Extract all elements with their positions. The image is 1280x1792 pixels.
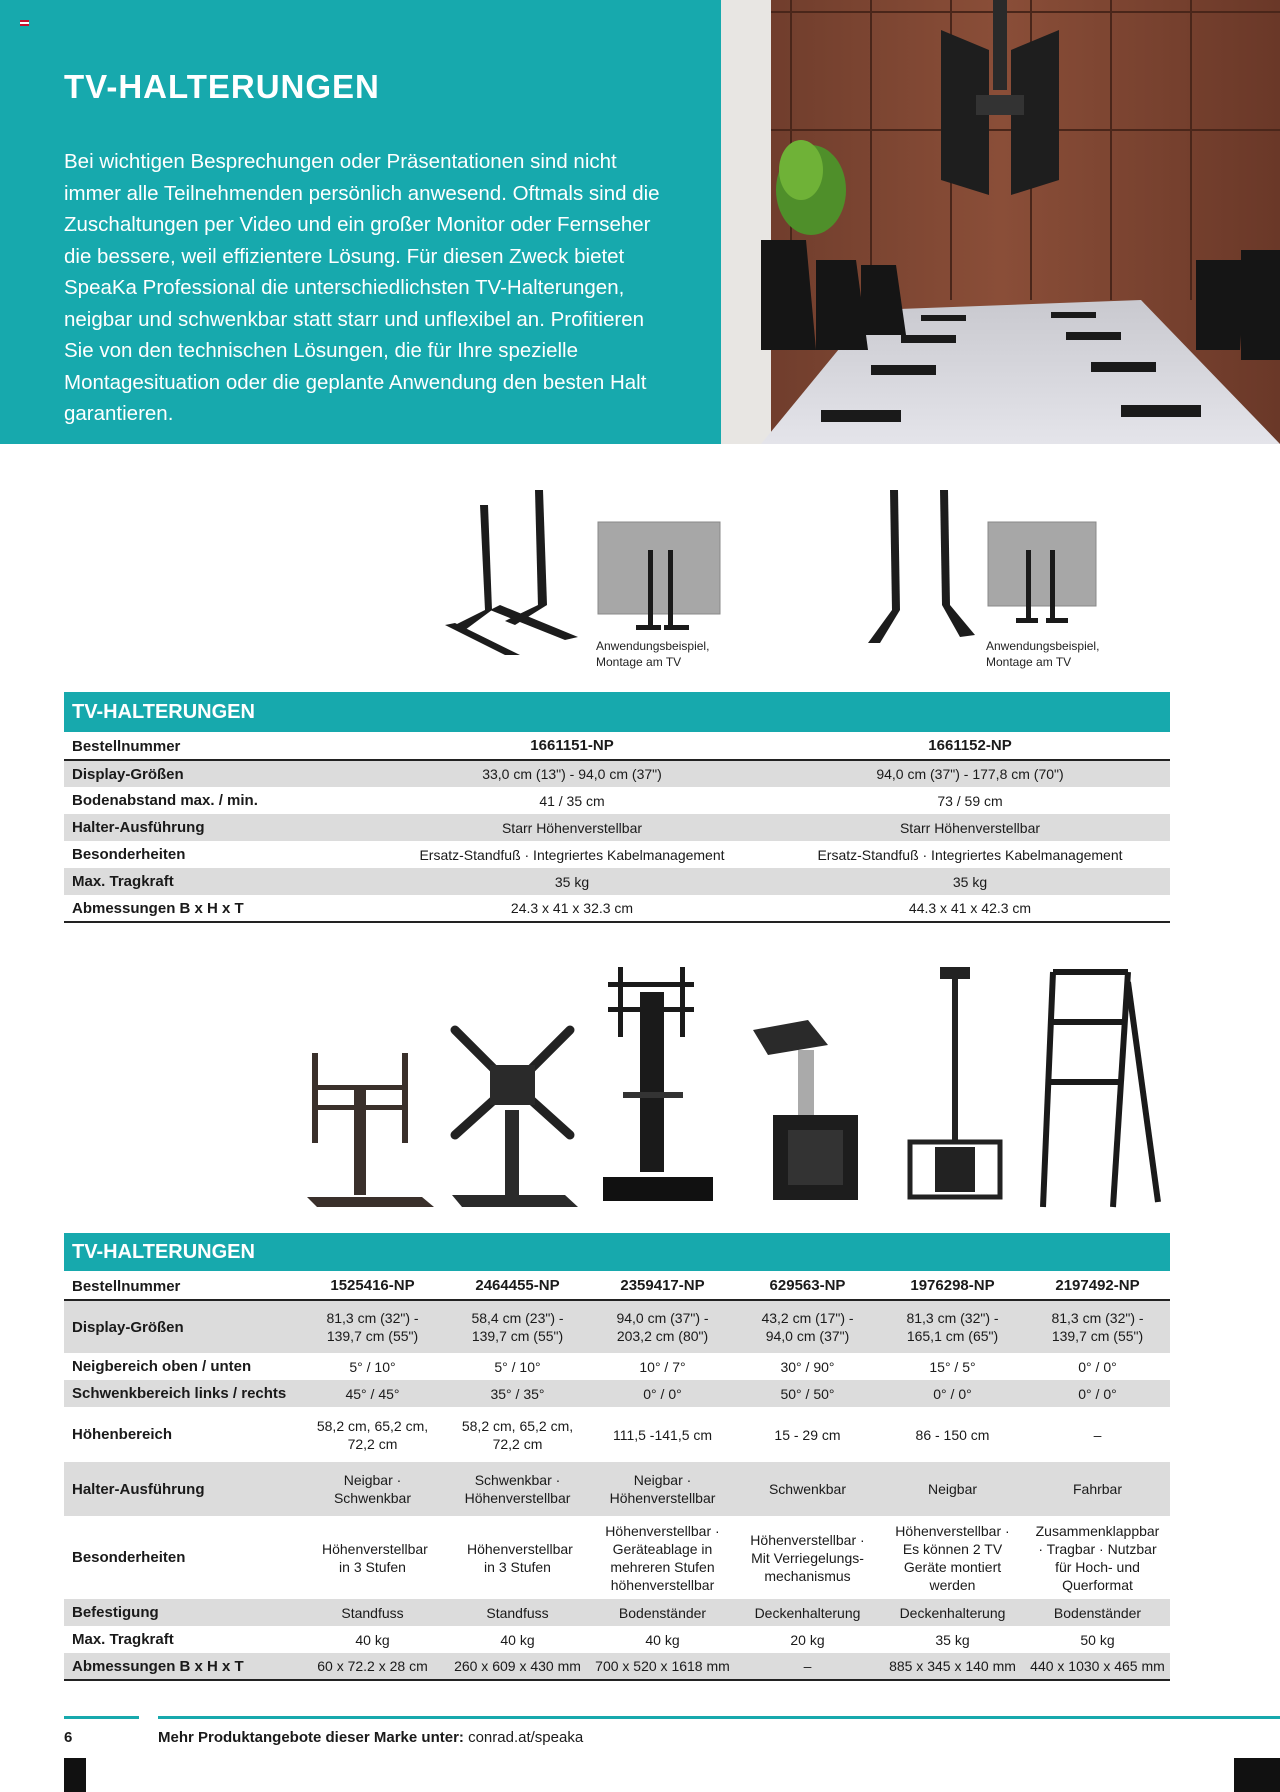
cell: 40 kg — [355, 1631, 390, 1648]
table-rule — [64, 1679, 1170, 1681]
table1-title: TV-HALTERUNGEN — [64, 692, 1170, 732]
table-rule — [64, 921, 1170, 923]
table2-row-schwenkbereich — [64, 1380, 1170, 1407]
table1-row-bestellnummer — [64, 733, 1170, 759]
cell: Bodenständer — [1053, 1604, 1142, 1621]
cell: 94,0 cm (37") - 203,2 cm (80") — [616, 1310, 709, 1344]
mount-1976298-image — [905, 962, 1005, 1212]
row-label: Schwenkbereich links / rechts — [72, 1385, 287, 1402]
cell: Starr Höhenverstellbar — [899, 819, 1041, 836]
cell: 35 kg — [935, 1631, 970, 1648]
cell: 58,2 cm, 65,2 cm, 72,2 cm — [316, 1417, 429, 1452]
corner-mark — [64, 1758, 86, 1792]
cell: Ersatz-Standfuß · Integriertes Kabelmanagement — [817, 846, 1123, 863]
footer-lead: Mehr Produktangebote dieser Marke unter: — [158, 1729, 464, 1746]
table2-row-neigbereich — [64, 1353, 1170, 1380]
cell: 629563-NP — [769, 1277, 846, 1294]
cell: 86 - 150 cm — [915, 1426, 990, 1443]
row-label: Abmessungen B x H x T — [72, 899, 244, 917]
cell: 111,5 -141,5 cm — [612, 1426, 713, 1443]
language-flag-icon[interactable] — [20, 20, 29, 26]
cell: 40 kg — [645, 1631, 680, 1648]
hero-text: Bei wichtigen Besprechungen oder Präsentationen sind nicht immer alle Teilnehmenden persönlich anwesend. Oftmals sind die Zuschaltungen per Video und ein großer Monitor oder Fernseher die bessere, weil effizientere Lösung. Für diesen Zweck bietet SpeaKa Professional die unterschiedlichsten TV-Halterungen, neigbar und schwenkbar statt starr und unflexibel an. Profitieren Sie von den technischen Lösungen, die für Ihre spezielle Montagesituation oder die geplante Anwendung den besten Halt garantieren. — [64, 150, 660, 425]
cell: 20 kg — [790, 1631, 825, 1648]
cell: Zusammenklappbar · Tragbar · Nutzbar für Hoch- und Querformat — [1035, 1522, 1160, 1593]
cell: 50 kg — [1080, 1631, 1115, 1648]
hero-title: TV-HALTERUNGEN — [64, 68, 380, 105]
cell: 5° / 10° — [494, 1358, 541, 1375]
cell: 260 x 609 x 430 mm — [454, 1658, 581, 1674]
row-label: Befestigung — [72, 1604, 159, 1621]
footer-accent-line — [64, 1716, 139, 1719]
cell: Standfuss — [486, 1604, 549, 1621]
row-label: Neigbereich oben / unten — [72, 1358, 252, 1375]
stand-1661151-image — [440, 485, 580, 670]
row-label: Bestellnummer — [72, 1277, 181, 1295]
cell: 81,3 cm (32") - 139,7 cm (55") — [326, 1310, 419, 1344]
cell: 15° / 5° — [929, 1358, 976, 1375]
cell: Höhenverstellbar in 3 Stufen — [467, 1540, 573, 1575]
cell: 60 x 72.2 x 28 cm — [317, 1658, 428, 1674]
cell: 0° / 0° — [933, 1385, 972, 1402]
table1-row-halter — [64, 814, 1170, 841]
row-label: Besonderheiten — [72, 846, 186, 863]
tv-mount-example-image-1 — [596, 520, 722, 635]
table2-row-bestellnummer — [64, 1273, 1170, 1299]
stand-2464455-image — [450, 1025, 580, 1215]
caption-example-1: Anwendungsbeispiel, Montage am TV — [596, 639, 710, 669]
row-label: Max. Tragkraft — [72, 1631, 174, 1648]
cell: 58,2 cm, 65,2 cm, 72,2 cm — [461, 1417, 574, 1452]
cell: – — [803, 1658, 812, 1674]
cell: Deckenhalterung — [754, 1604, 861, 1621]
cell: 885 x 345 x 140 mm — [889, 1658, 1016, 1674]
cell: Höhenverstellbar · Es können 2 TV Geräte montiert werden — [895, 1522, 1010, 1593]
cell: Höhenverstellbar · Geräteablage in mehreren Stufen höhenverstellbar — [605, 1522, 720, 1593]
cell: 30° / 90° — [780, 1358, 835, 1375]
row-label: Halter-Ausführung — [72, 819, 205, 836]
cell: – — [1093, 1426, 1102, 1443]
cell: 50° / 50° — [780, 1385, 835, 1402]
cell: 73 / 59 cm — [937, 792, 1003, 809]
cell: 0° / 0° — [1078, 1385, 1117, 1402]
cell: Höhenverstellbar · Mit Verriegelungs-mechanismus — [750, 1531, 865, 1584]
table2-row-hoehenbereich — [64, 1407, 1170, 1462]
stand-2359417-image — [598, 962, 718, 1212]
row-label: Halter-Ausführung — [72, 1480, 205, 1498]
stand-1661152-image — [860, 485, 980, 650]
cell: 0° / 0° — [643, 1385, 682, 1402]
cell: 33,0 cm (13") - 94,0 cm (37") — [482, 766, 662, 782]
conference-room-photo — [721, 0, 1280, 444]
footer-accent-line — [158, 1716, 1280, 1719]
cell: 81,3 cm (32") - 139,7 cm (55") — [1051, 1310, 1144, 1344]
table2-row-befestigung — [64, 1599, 1170, 1626]
cell: 44.3 x 41 x 42.3 cm — [908, 900, 1032, 916]
cell: 0° / 0° — [1078, 1358, 1117, 1375]
cell: Schwenkbar — [768, 1481, 847, 1497]
table2-row-halter — [64, 1462, 1170, 1516]
cell: Schwenkbar · Höhenverstellbar — [464, 1472, 571, 1506]
cell: 5° / 10° — [349, 1358, 396, 1375]
cell: 700 x 520 x 1618 mm — [595, 1658, 730, 1674]
cell: Starr Höhenverstellbar — [501, 819, 643, 836]
table2-row-abmessungen — [64, 1653, 1170, 1679]
stand-1525416-image — [302, 1045, 437, 1215]
table2-row-tragkraft — [64, 1626, 1170, 1653]
page-number: 6 — [64, 1729, 73, 1746]
cell: 2197492-NP — [1055, 1277, 1140, 1294]
cell: 43,2 cm (17") - 94,0 cm (37") — [761, 1310, 854, 1344]
cell: 1661152-NP — [928, 737, 1012, 754]
cell: 2464455-NP — [475, 1277, 560, 1294]
table1-row-abmessungen — [64, 895, 1170, 921]
cell: Fahrbar — [1072, 1481, 1123, 1497]
cell: Ersatz-Standfuß · Integriertes Kabelmanagement — [419, 846, 725, 863]
table2-row-besonderheiten — [64, 1516, 1170, 1599]
cell: Neigbar · Schwenkbar — [333, 1472, 412, 1506]
table1-row-display — [64, 761, 1170, 787]
cell: Höhenverstellbar in 3 Stufen — [322, 1540, 428, 1575]
cell: 35° / 35° — [490, 1385, 545, 1402]
cell: Neigbar · Höhenverstellbar — [609, 1472, 716, 1506]
tv-mount-example-image-2 — [986, 520, 1098, 628]
cell: 1525416-NP — [330, 1277, 415, 1294]
cell: 41 / 35 cm — [539, 792, 605, 809]
row-label: Max. Tragkraft — [72, 873, 174, 890]
cell: Neigbar — [927, 1481, 978, 1497]
cell: 24.3 x 41 x 32.3 cm — [510, 900, 634, 916]
table2-row-display — [64, 1301, 1170, 1353]
row-label: Bestellnummer — [72, 737, 181, 755]
cell: 2359417-NP — [620, 1277, 705, 1294]
table1-row-besonderheiten — [64, 841, 1170, 868]
cell: Bodenständer — [618, 1604, 707, 1621]
corner-mark — [1234, 1758, 1280, 1792]
stand-2197492-image — [1033, 962, 1163, 1212]
cell: 58,4 cm (23") - 139,7 cm (55") — [471, 1310, 564, 1344]
cell: 45° / 45° — [345, 1385, 400, 1402]
cell: 40 kg — [500, 1631, 535, 1648]
row-label: Höhenbereich — [72, 1426, 173, 1443]
cell: Deckenhalterung — [899, 1604, 1006, 1621]
cell: 15 - 29 cm — [774, 1426, 841, 1443]
table1-row-tragkraft — [64, 868, 1170, 895]
cell: 1661151-NP — [530, 737, 614, 754]
row-label: Abmessungen B x H x T — [72, 1657, 244, 1675]
cell: 10° / 7° — [639, 1358, 686, 1375]
row-label: Besonderheiten — [72, 1549, 186, 1566]
table1-row-boden — [64, 787, 1170, 814]
table2-title: TV-HALTERUNGEN — [64, 1233, 1170, 1271]
cell: 35 kg — [952, 873, 988, 890]
row-label: Bodenabstand max. / min. — [72, 792, 258, 809]
footer-text — [158, 1729, 583, 1746]
mount-629563-image — [748, 1020, 863, 1205]
cell: 81,3 cm (32") - 165,1 cm (65") — [906, 1310, 999, 1344]
footer-link[interactable]: conrad.at/speaka — [468, 1729, 584, 1746]
cell: 35 kg — [554, 873, 590, 890]
cell: Standfuss — [341, 1604, 404, 1621]
cell: 1976298-NP — [910, 1277, 995, 1294]
row-label: Display-Größen — [72, 1318, 184, 1336]
cell: 440 x 1030 x 465 mm — [1030, 1658, 1165, 1674]
cell: 94,0 cm (37") - 177,8 cm (70") — [876, 766, 1064, 782]
caption-example-2: Anwendungsbeispiel, Montage am TV — [986, 639, 1100, 669]
row-label: Display-Größen — [72, 765, 184, 783]
